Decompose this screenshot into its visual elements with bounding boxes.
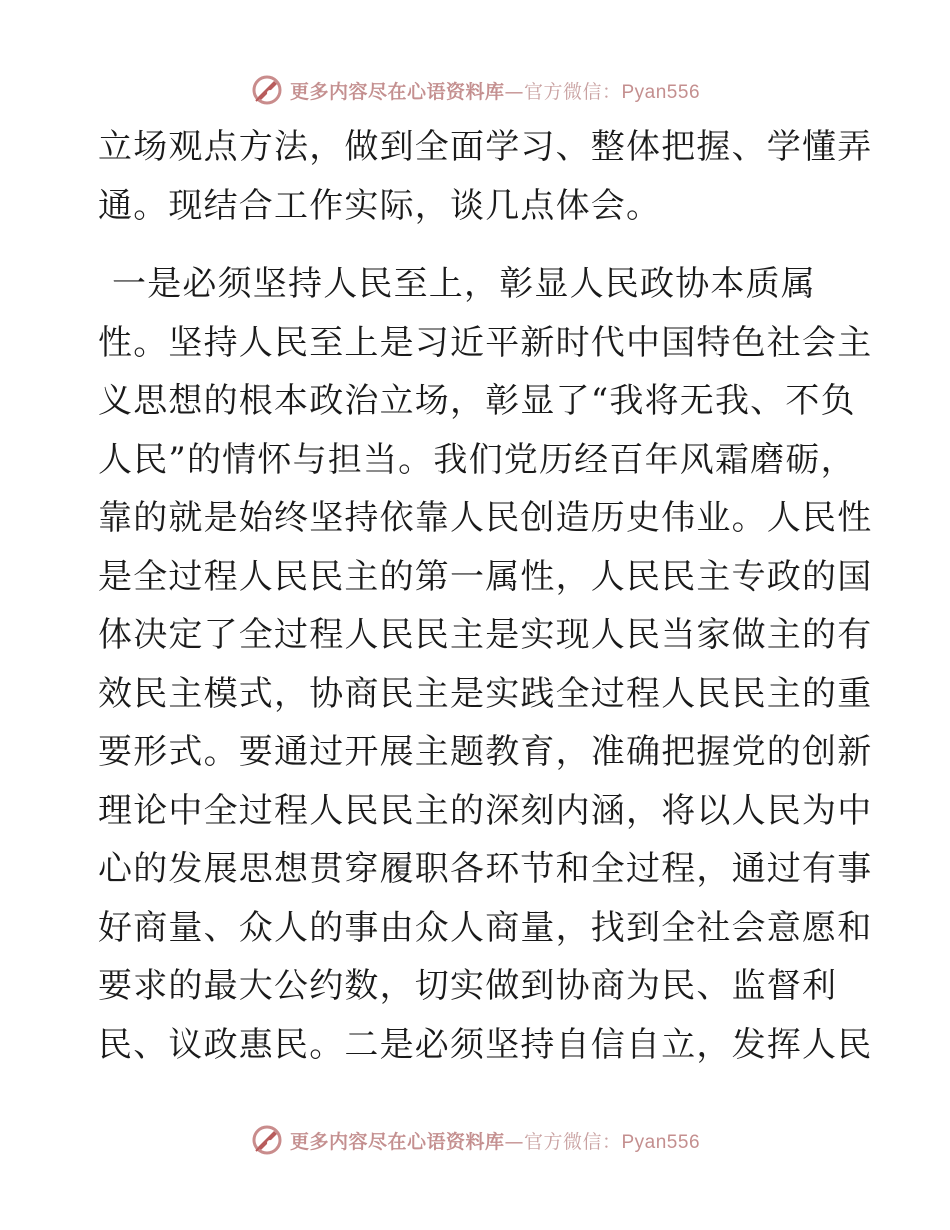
footer-banner-inner <box>250 1123 700 1157</box>
footer-banner-text <box>290 1127 700 1154</box>
paragraph-2 <box>98 255 873 1074</box>
banner-wechat-handle: Pyan556 <box>621 1131 701 1153</box>
paragraph-1 <box>98 118 873 235</box>
banner-wechat-label: 官方微信： <box>523 80 622 103</box>
text-line: 体决定了全过程人民民主是实现人民当家做主的有 <box>98 615 873 655</box>
footer-banner <box>0 1120 950 1160</box>
quill-logo-icon <box>250 1123 284 1157</box>
text-line: 要求的最大公约数，切实做到协商为民、监督利 <box>98 966 838 1006</box>
text-line: 效民主模式，协商民主是实践全过程人民民主的重 <box>98 673 873 714</box>
text-line: 立场观点方法，做到全面学习、整体把握、学懂弄 <box>98 127 873 167</box>
banner-separator: — <box>504 80 524 103</box>
text-line: 人民”的情怀与担当。我们党历经百年风霜磨砺， <box>98 439 856 480</box>
text-line: 靠的就是始终坚持依靠人民创造历史伟业。人民性 <box>98 498 873 538</box>
text-line: 理论中全过程人民民主的深刻内涵，将以人民为中 <box>98 790 873 831</box>
banner-title: 更多内容尽在心语资料库 <box>289 1130 505 1153</box>
text-line: 一是必须坚持人民至上，彰显人民政协本质属 <box>112 264 816 304</box>
paragraph-gap <box>98 235 858 255</box>
header-banner <box>0 70 950 110</box>
text-line: 通。现结合工作实际，谈几点体会。 <box>98 185 662 226</box>
quill-logo-icon <box>250 73 284 107</box>
text-line: 义思想的根本政治立场，彰显了“我将无我、不负 <box>98 381 856 421</box>
banner-separator: — <box>504 1130 524 1153</box>
banner-wechat-label: 官方微信： <box>523 1130 622 1153</box>
text-line: 民、议政惠民。二是必须坚持自信自立，发挥人民 <box>98 1024 873 1065</box>
document-body <box>98 118 873 1074</box>
banner-title: 更多内容尽在心语资料库 <box>289 80 505 103</box>
header-banner-inner <box>250 73 700 107</box>
text-line: 心的发展思想贯穿履职各环节和全过程，通过有事 <box>98 849 873 889</box>
text-line: 是全过程人民民主的第一属性，人民民主专政的国 <box>98 556 873 597</box>
text-line: 要形式。要通过开展主题教育，准确把握党的创新 <box>98 732 873 772</box>
header-banner-text <box>290 77 700 104</box>
text-line: 性。坚持人民至上是习近平新时代中国特色社会主 <box>98 322 873 363</box>
text-line: 好商量、众人的事由众人商量，找到全社会意愿和 <box>98 907 873 948</box>
banner-wechat-handle: Pyan556 <box>621 81 701 103</box>
